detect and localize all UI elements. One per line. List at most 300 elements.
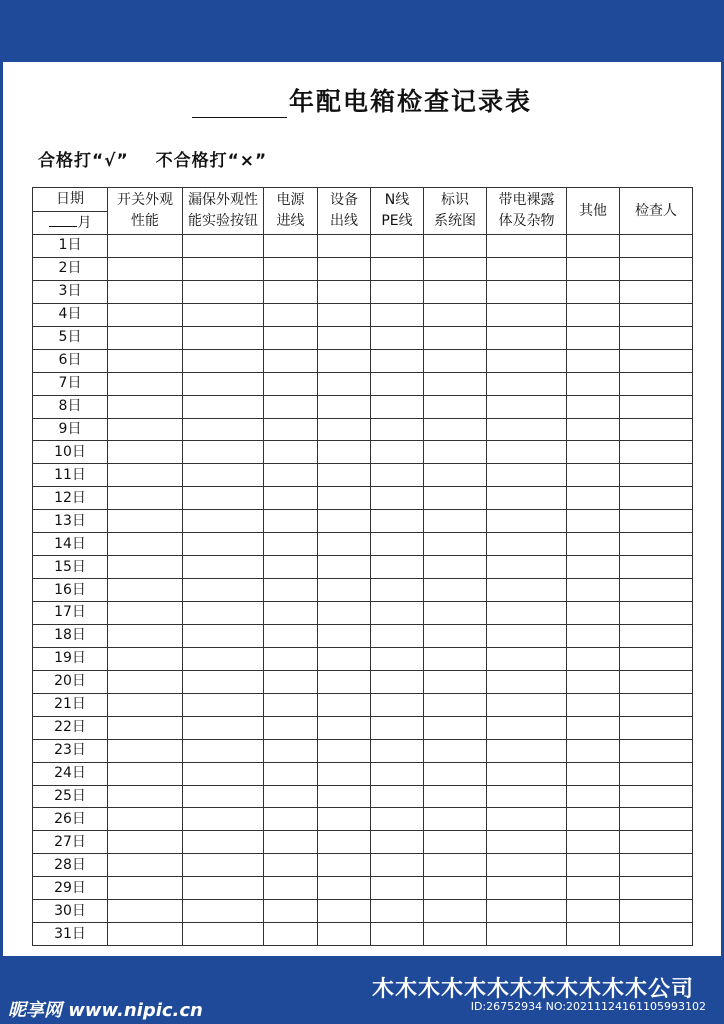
check-cell[interactable] xyxy=(108,235,183,258)
check-cell[interactable] xyxy=(620,280,693,303)
check-cell[interactable] xyxy=(487,235,567,258)
check-cell[interactable] xyxy=(567,624,620,647)
check-cell[interactable] xyxy=(318,556,371,579)
check-cell[interactable] xyxy=(487,900,567,923)
check-cell[interactable] xyxy=(183,854,264,877)
check-cell[interactable] xyxy=(264,716,318,739)
check-cell[interactable] xyxy=(371,785,424,808)
day-label: 30日 xyxy=(33,900,108,923)
check-cell[interactable] xyxy=(264,877,318,900)
check-cell[interactable] xyxy=(487,441,567,464)
check-cell[interactable] xyxy=(371,464,424,487)
check-cell[interactable] xyxy=(183,647,264,670)
check-cell[interactable] xyxy=(487,923,567,946)
check-cell[interactable] xyxy=(264,280,318,303)
check-cell[interactable] xyxy=(567,280,620,303)
check-cell[interactable] xyxy=(108,372,183,395)
check-cell[interactable] xyxy=(318,624,371,647)
check-cell[interactable] xyxy=(183,349,264,372)
check-cell[interactable] xyxy=(264,556,318,579)
check-cell[interactable] xyxy=(318,762,371,785)
check-cell[interactable] xyxy=(183,670,264,693)
check-cell[interactable] xyxy=(318,716,371,739)
check-cell[interactable] xyxy=(318,349,371,372)
check-cell[interactable] xyxy=(108,556,183,579)
check-cell[interactable] xyxy=(264,854,318,877)
table-row xyxy=(33,762,693,785)
check-cell[interactable] xyxy=(424,670,487,693)
check-cell[interactable] xyxy=(371,739,424,762)
check-cell[interactable] xyxy=(183,395,264,418)
check-cell[interactable] xyxy=(108,533,183,556)
check-cell[interactable] xyxy=(424,647,487,670)
check-cell[interactable] xyxy=(424,556,487,579)
check-cell[interactable] xyxy=(567,418,620,441)
check-cell[interactable] xyxy=(108,831,183,854)
check-cell[interactable] xyxy=(371,854,424,877)
day-label: 14日 xyxy=(33,533,108,556)
check-cell[interactable] xyxy=(371,923,424,946)
check-cell[interactable] xyxy=(183,579,264,602)
check-cell[interactable] xyxy=(264,235,318,258)
check-cell[interactable] xyxy=(424,739,487,762)
check-cell[interactable] xyxy=(264,785,318,808)
check-cell[interactable] xyxy=(567,693,620,716)
check-cell[interactable] xyxy=(424,693,487,716)
check-cell[interactable] xyxy=(264,670,318,693)
check-cell[interactable] xyxy=(108,579,183,602)
check-cell[interactable] xyxy=(424,602,487,625)
check-cell[interactable] xyxy=(567,533,620,556)
check-cell[interactable] xyxy=(264,372,318,395)
table-row xyxy=(33,854,693,877)
check-cell[interactable] xyxy=(620,372,693,395)
check-cell[interactable] xyxy=(567,303,620,326)
check-cell[interactable] xyxy=(183,693,264,716)
day-label: 21日 xyxy=(33,693,108,716)
check-cell[interactable] xyxy=(567,785,620,808)
check-cell[interactable] xyxy=(318,487,371,510)
check-cell[interactable] xyxy=(264,602,318,625)
check-cell[interactable] xyxy=(567,349,620,372)
check-cell[interactable] xyxy=(108,487,183,510)
check-cell[interactable] xyxy=(108,624,183,647)
table-row xyxy=(33,831,693,854)
check-cell[interactable] xyxy=(318,877,371,900)
check-cell[interactable] xyxy=(108,670,183,693)
check-cell[interactable] xyxy=(264,441,318,464)
check-cell[interactable] xyxy=(487,372,567,395)
check-cell[interactable] xyxy=(620,326,693,349)
check-cell[interactable] xyxy=(371,441,424,464)
table-row xyxy=(33,808,693,831)
check-cell[interactable] xyxy=(264,739,318,762)
check-cell[interactable] xyxy=(371,670,424,693)
check-cell[interactable] xyxy=(108,257,183,280)
check-cell[interactable] xyxy=(183,372,264,395)
check-cell[interactable] xyxy=(371,487,424,510)
check-cell[interactable] xyxy=(487,602,567,625)
check-cell[interactable] xyxy=(183,326,264,349)
check-cell[interactable] xyxy=(318,464,371,487)
check-cell[interactable] xyxy=(424,464,487,487)
check-cell[interactable] xyxy=(424,808,487,831)
check-cell[interactable] xyxy=(264,303,318,326)
check-cell[interactable] xyxy=(371,510,424,533)
check-cell[interactable] xyxy=(183,602,264,625)
check-cell[interactable] xyxy=(371,235,424,258)
check-cell[interactable] xyxy=(567,900,620,923)
check-cell[interactable] xyxy=(318,900,371,923)
check-cell[interactable] xyxy=(318,395,371,418)
check-cell[interactable] xyxy=(183,235,264,258)
check-cell[interactable] xyxy=(620,533,693,556)
check-cell[interactable] xyxy=(620,785,693,808)
check-cell[interactable] xyxy=(567,326,620,349)
check-cell[interactable] xyxy=(183,624,264,647)
check-cell[interactable] xyxy=(371,533,424,556)
check-cell[interactable] xyxy=(620,900,693,923)
check-cell[interactable] xyxy=(108,762,183,785)
check-cell[interactable] xyxy=(371,716,424,739)
check-cell[interactable] xyxy=(620,395,693,418)
check-cell[interactable] xyxy=(318,579,371,602)
check-cell[interactable] xyxy=(487,556,567,579)
check-cell[interactable] xyxy=(264,831,318,854)
check-cell[interactable] xyxy=(183,831,264,854)
check-cell[interactable] xyxy=(487,533,567,556)
check-cell[interactable] xyxy=(371,647,424,670)
check-cell[interactable] xyxy=(567,647,620,670)
check-cell[interactable] xyxy=(424,831,487,854)
check-cell[interactable] xyxy=(318,280,371,303)
check-cell[interactable] xyxy=(318,235,371,258)
check-cell[interactable] xyxy=(108,418,183,441)
check-cell[interactable] xyxy=(567,487,620,510)
check-cell[interactable] xyxy=(424,349,487,372)
check-cell[interactable] xyxy=(620,624,693,647)
check-cell[interactable] xyxy=(318,923,371,946)
day-label: 27日 xyxy=(33,831,108,854)
check-cell[interactable] xyxy=(108,326,183,349)
check-cell[interactable] xyxy=(183,303,264,326)
check-cell[interactable] xyxy=(424,716,487,739)
check-cell[interactable] xyxy=(371,303,424,326)
check-cell[interactable] xyxy=(264,326,318,349)
check-cell[interactable] xyxy=(620,303,693,326)
check-cell[interactable] xyxy=(487,808,567,831)
check-cell[interactable] xyxy=(620,693,693,716)
check-cell[interactable] xyxy=(108,716,183,739)
check-cell[interactable] xyxy=(424,235,487,258)
day-label: 9日 xyxy=(33,418,108,441)
check-cell[interactable] xyxy=(371,280,424,303)
check-cell[interactable] xyxy=(567,808,620,831)
check-cell[interactable] xyxy=(108,303,183,326)
check-cell[interactable] xyxy=(567,235,620,258)
check-cell[interactable] xyxy=(424,395,487,418)
check-cell[interactable] xyxy=(108,877,183,900)
check-cell[interactable] xyxy=(108,900,183,923)
check-cell[interactable] xyxy=(108,602,183,625)
table-row xyxy=(33,900,693,923)
check-cell[interactable] xyxy=(371,877,424,900)
check-cell[interactable] xyxy=(108,441,183,464)
check-cell[interactable] xyxy=(183,808,264,831)
check-cell[interactable] xyxy=(620,716,693,739)
check-cell[interactable] xyxy=(487,624,567,647)
check-cell[interactable] xyxy=(424,510,487,533)
check-cell[interactable] xyxy=(424,785,487,808)
check-cell[interactable] xyxy=(371,831,424,854)
check-cell[interactable] xyxy=(183,280,264,303)
check-cell[interactable] xyxy=(487,693,567,716)
check-cell[interactable] xyxy=(567,602,620,625)
check-cell[interactable] xyxy=(567,716,620,739)
check-cell[interactable] xyxy=(487,257,567,280)
check-cell[interactable] xyxy=(567,372,620,395)
check-cell[interactable] xyxy=(318,647,371,670)
check-cell[interactable] xyxy=(620,487,693,510)
check-cell[interactable] xyxy=(264,395,318,418)
check-cell[interactable] xyxy=(424,487,487,510)
check-cell[interactable] xyxy=(487,762,567,785)
check-cell[interactable] xyxy=(424,877,487,900)
check-cell[interactable] xyxy=(108,349,183,372)
day-label: 24日 xyxy=(33,762,108,785)
check-cell[interactable] xyxy=(318,808,371,831)
check-cell[interactable] xyxy=(183,510,264,533)
table-row xyxy=(33,441,693,464)
check-cell[interactable] xyxy=(108,808,183,831)
check-cell[interactable] xyxy=(183,464,264,487)
check-cell[interactable] xyxy=(318,510,371,533)
check-cell[interactable] xyxy=(108,693,183,716)
check-cell[interactable] xyxy=(318,372,371,395)
check-cell[interactable] xyxy=(424,624,487,647)
check-cell[interactable] xyxy=(487,349,567,372)
check-cell[interactable] xyxy=(567,257,620,280)
check-cell[interactable] xyxy=(620,831,693,854)
check-cell[interactable] xyxy=(620,257,693,280)
check-cell[interactable] xyxy=(487,785,567,808)
check-cell[interactable] xyxy=(567,464,620,487)
check-cell[interactable] xyxy=(424,257,487,280)
check-cell[interactable] xyxy=(108,739,183,762)
check-cell[interactable] xyxy=(487,303,567,326)
check-cell[interactable] xyxy=(487,739,567,762)
check-cell[interactable] xyxy=(620,556,693,579)
check-cell[interactable] xyxy=(183,785,264,808)
check-cell[interactable] xyxy=(108,647,183,670)
check-cell[interactable] xyxy=(371,556,424,579)
check-cell[interactable] xyxy=(424,762,487,785)
check-cell[interactable] xyxy=(620,739,693,762)
check-cell[interactable] xyxy=(424,923,487,946)
check-cell[interactable] xyxy=(567,441,620,464)
check-cell[interactable] xyxy=(620,808,693,831)
check-cell[interactable] xyxy=(487,877,567,900)
check-cell[interactable] xyxy=(108,854,183,877)
check-cell[interactable] xyxy=(620,418,693,441)
check-cell[interactable] xyxy=(487,395,567,418)
check-cell[interactable] xyxy=(108,510,183,533)
check-cell[interactable] xyxy=(183,923,264,946)
check-cell[interactable] xyxy=(371,349,424,372)
check-cell[interactable] xyxy=(318,785,371,808)
check-cell[interactable] xyxy=(424,533,487,556)
col-header-inspector: 检查人 xyxy=(620,188,693,235)
check-cell[interactable] xyxy=(487,487,567,510)
check-cell[interactable] xyxy=(264,624,318,647)
check-cell[interactable] xyxy=(424,303,487,326)
check-cell[interactable] xyxy=(318,602,371,625)
check-cell[interactable] xyxy=(183,418,264,441)
check-cell[interactable] xyxy=(264,464,318,487)
check-cell[interactable] xyxy=(620,349,693,372)
check-cell[interactable] xyxy=(264,487,318,510)
check-cell[interactable] xyxy=(371,762,424,785)
check-cell[interactable] xyxy=(371,326,424,349)
check-cell[interactable] xyxy=(567,510,620,533)
check-cell[interactable] xyxy=(424,372,487,395)
check-cell[interactable] xyxy=(318,854,371,877)
check-cell[interactable] xyxy=(424,900,487,923)
check-cell[interactable] xyxy=(567,556,620,579)
check-cell[interactable] xyxy=(264,510,318,533)
check-cell[interactable] xyxy=(487,647,567,670)
check-cell[interactable] xyxy=(424,579,487,602)
day-label: 13日 xyxy=(33,510,108,533)
check-cell[interactable] xyxy=(620,647,693,670)
check-cell[interactable] xyxy=(487,670,567,693)
check-cell[interactable] xyxy=(183,739,264,762)
check-cell[interactable] xyxy=(487,510,567,533)
table-row xyxy=(33,349,693,372)
check-cell[interactable] xyxy=(318,303,371,326)
legend xyxy=(38,146,287,171)
check-cell[interactable] xyxy=(487,579,567,602)
col-header-label-diagram: 标识 系统图 xyxy=(424,188,487,235)
check-cell[interactable] xyxy=(318,418,371,441)
check-cell[interactable] xyxy=(620,510,693,533)
check-cell[interactable] xyxy=(487,464,567,487)
check-cell[interactable] xyxy=(487,854,567,877)
check-cell[interactable] xyxy=(183,533,264,556)
day-label: 19日 xyxy=(33,647,108,670)
check-cell[interactable] xyxy=(371,579,424,602)
check-cell[interactable] xyxy=(371,418,424,441)
check-cell[interactable] xyxy=(424,326,487,349)
check-cell[interactable] xyxy=(371,372,424,395)
check-cell[interactable] xyxy=(620,441,693,464)
check-cell[interactable] xyxy=(108,464,183,487)
table-row xyxy=(33,647,693,670)
check-cell[interactable] xyxy=(620,670,693,693)
check-cell[interactable] xyxy=(264,647,318,670)
check-cell[interactable] xyxy=(567,854,620,877)
check-cell[interactable] xyxy=(567,923,620,946)
check-cell[interactable] xyxy=(620,464,693,487)
check-cell[interactable] xyxy=(371,900,424,923)
check-cell[interactable] xyxy=(567,762,620,785)
check-cell[interactable] xyxy=(183,556,264,579)
check-cell[interactable] xyxy=(567,877,620,900)
check-cell[interactable] xyxy=(620,854,693,877)
check-cell[interactable] xyxy=(620,762,693,785)
check-cell[interactable] xyxy=(487,326,567,349)
check-cell[interactable] xyxy=(318,326,371,349)
check-cell[interactable] xyxy=(264,533,318,556)
check-cell[interactable] xyxy=(620,579,693,602)
check-cell[interactable] xyxy=(318,441,371,464)
check-cell[interactable] xyxy=(424,854,487,877)
check-cell[interactable] xyxy=(264,349,318,372)
check-cell[interactable] xyxy=(487,831,567,854)
check-cell[interactable] xyxy=(183,762,264,785)
check-cell[interactable] xyxy=(318,257,371,280)
check-cell[interactable] xyxy=(318,739,371,762)
check-cell[interactable] xyxy=(567,670,620,693)
check-cell[interactable] xyxy=(108,280,183,303)
check-cell[interactable] xyxy=(371,808,424,831)
check-cell[interactable] xyxy=(264,418,318,441)
check-cell[interactable] xyxy=(371,257,424,280)
check-cell[interactable] xyxy=(424,280,487,303)
table-row xyxy=(33,418,693,441)
check-cell[interactable] xyxy=(487,716,567,739)
check-cell[interactable] xyxy=(371,395,424,418)
check-cell[interactable] xyxy=(264,257,318,280)
check-cell[interactable] xyxy=(487,418,567,441)
check-cell[interactable] xyxy=(264,579,318,602)
check-cell[interactable] xyxy=(620,602,693,625)
check-cell[interactable] xyxy=(567,831,620,854)
check-cell[interactable] xyxy=(371,624,424,647)
check-cell[interactable] xyxy=(487,280,567,303)
check-cell[interactable] xyxy=(183,257,264,280)
check-cell[interactable] xyxy=(318,670,371,693)
check-cell[interactable] xyxy=(318,693,371,716)
check-cell[interactable] xyxy=(424,418,487,441)
check-cell[interactable] xyxy=(108,923,183,946)
check-cell[interactable] xyxy=(620,877,693,900)
check-cell[interactable] xyxy=(567,739,620,762)
check-cell[interactable] xyxy=(264,808,318,831)
check-cell[interactable] xyxy=(183,716,264,739)
check-cell[interactable] xyxy=(318,533,371,556)
check-cell[interactable] xyxy=(183,441,264,464)
check-cell[interactable] xyxy=(620,923,693,946)
check-cell[interactable] xyxy=(108,785,183,808)
day-label: 26日 xyxy=(33,808,108,831)
check-cell[interactable] xyxy=(567,579,620,602)
check-cell[interactable] xyxy=(264,693,318,716)
check-cell[interactable] xyxy=(183,900,264,923)
check-cell[interactable] xyxy=(567,395,620,418)
check-cell[interactable] xyxy=(264,762,318,785)
check-cell[interactable] xyxy=(264,900,318,923)
check-cell[interactable] xyxy=(371,693,424,716)
check-cell[interactable] xyxy=(183,877,264,900)
check-cell[interactable] xyxy=(183,487,264,510)
check-cell[interactable] xyxy=(371,602,424,625)
check-cell[interactable] xyxy=(108,395,183,418)
check-cell[interactable] xyxy=(424,441,487,464)
check-cell[interactable] xyxy=(264,923,318,946)
check-cell[interactable] xyxy=(620,235,693,258)
check-cell[interactable] xyxy=(318,831,371,854)
